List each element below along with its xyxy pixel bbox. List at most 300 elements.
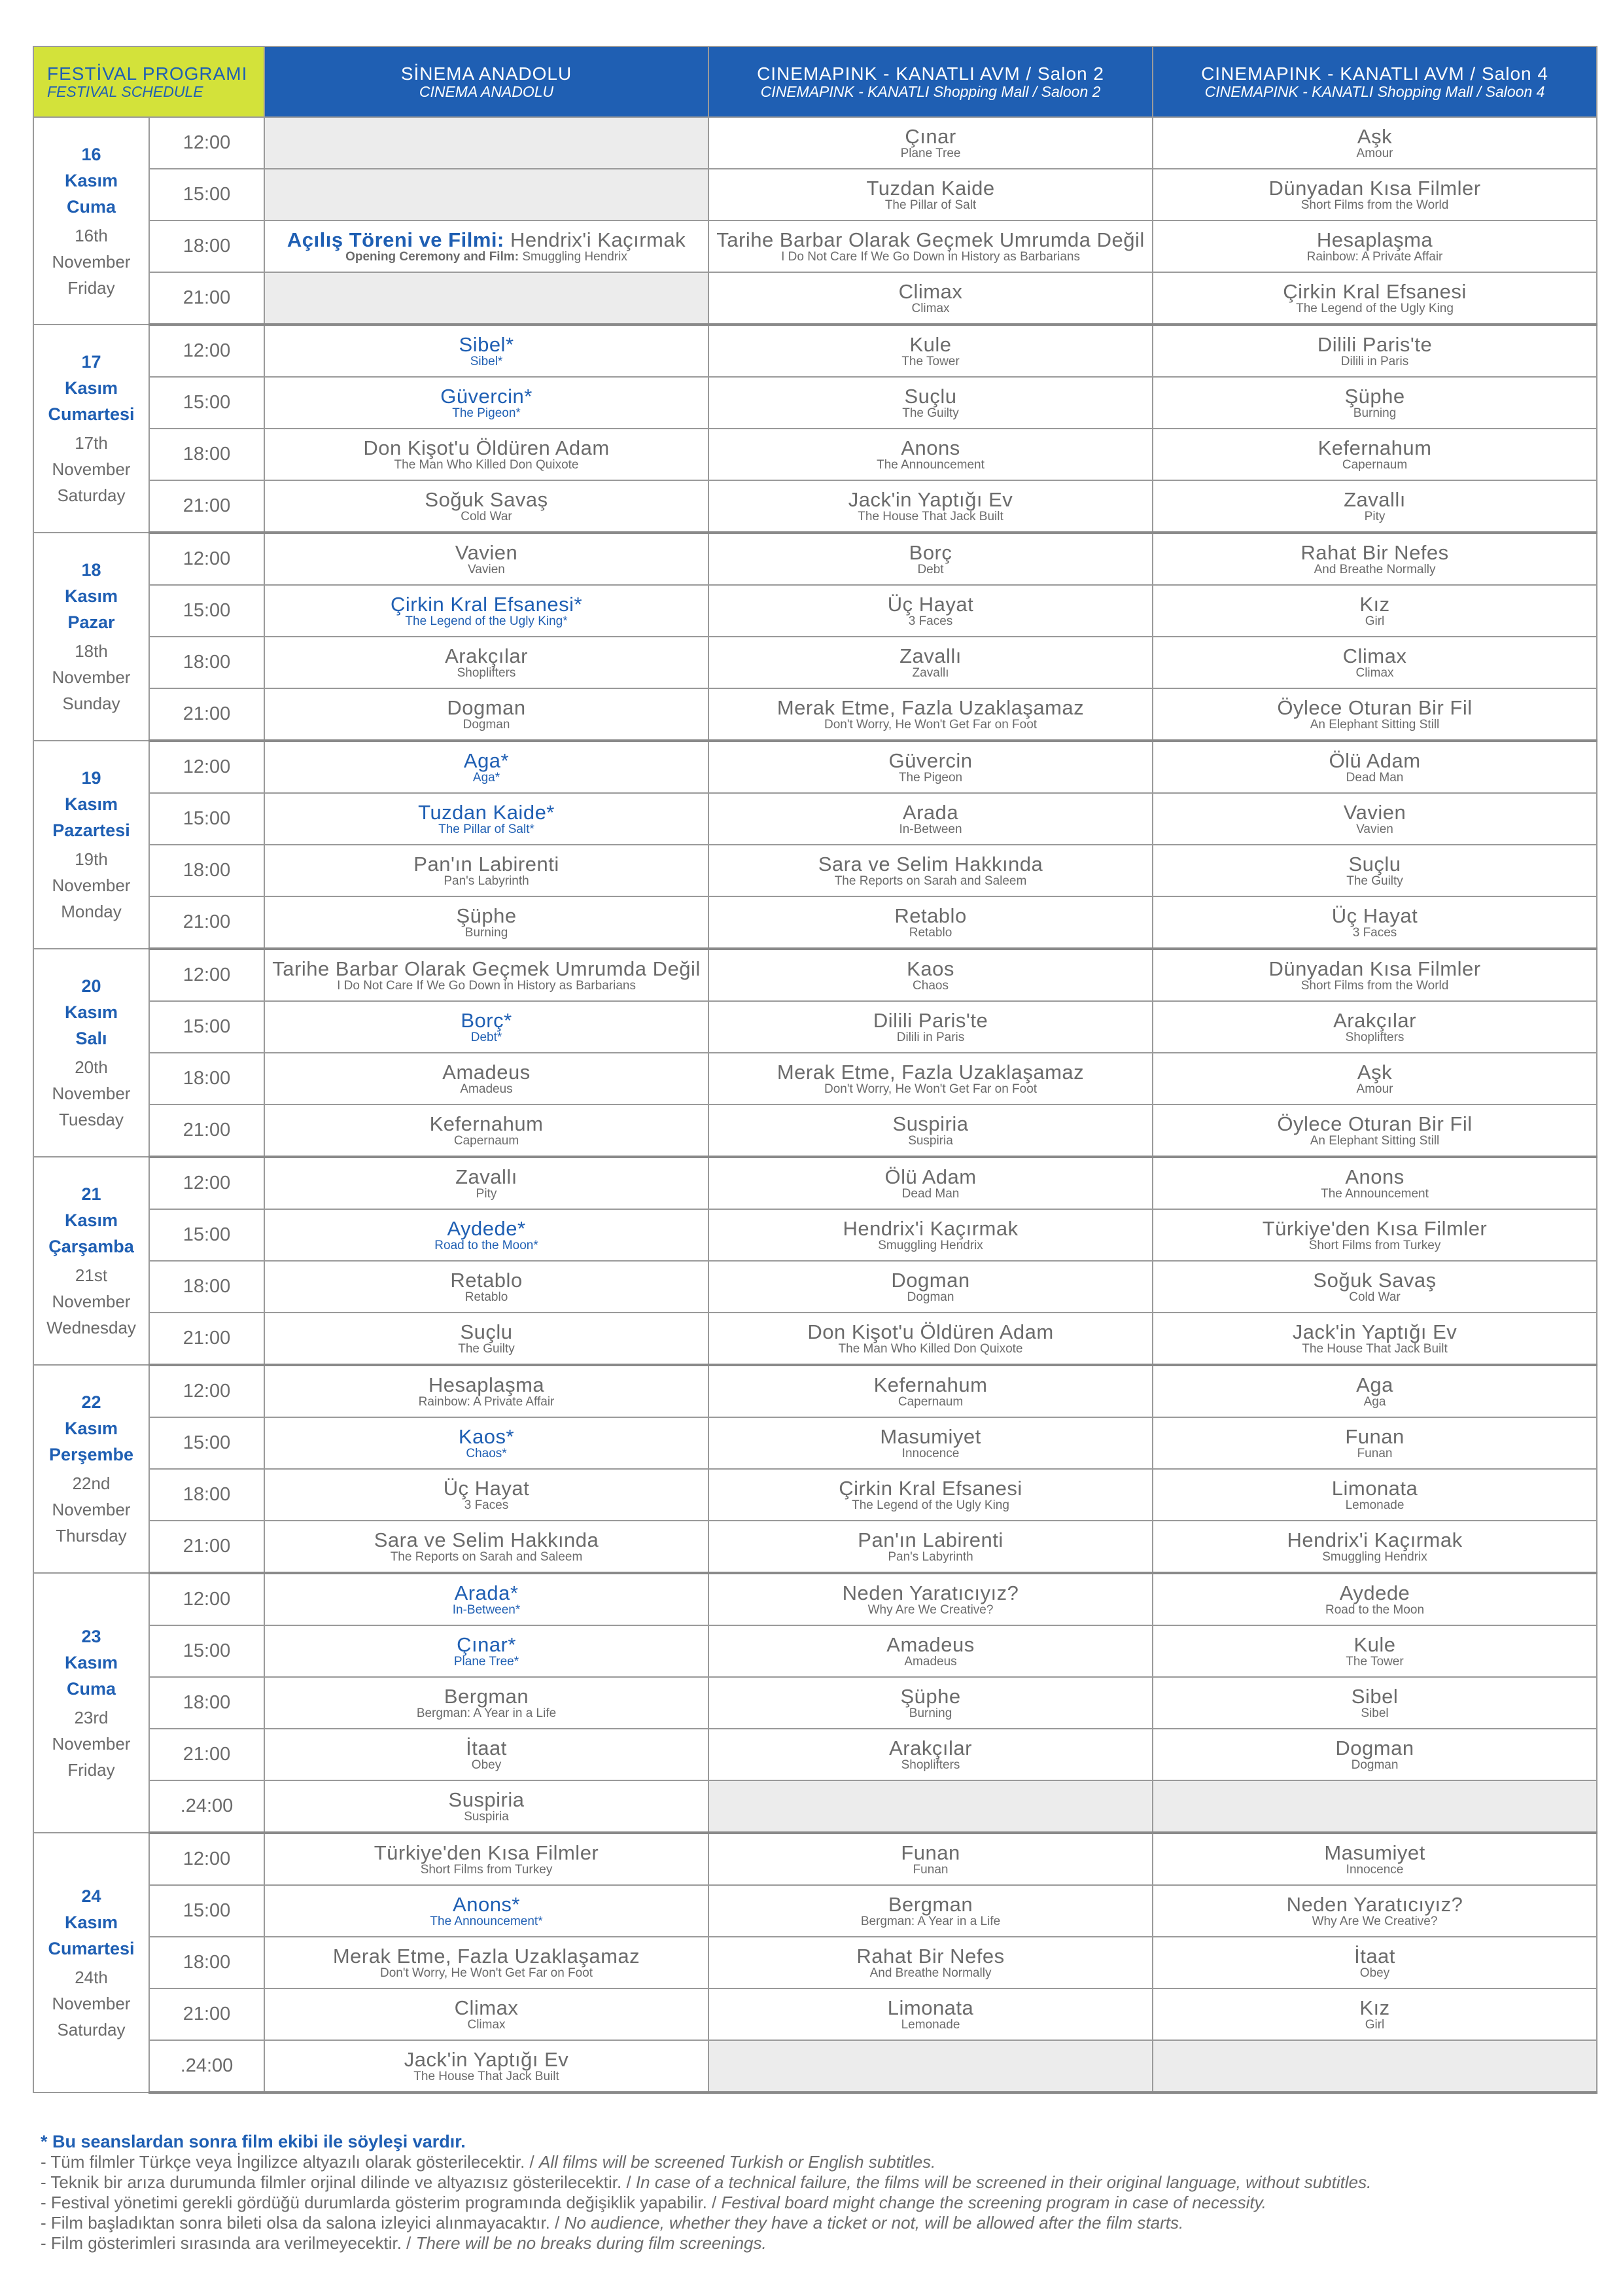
- film-title-en: [709, 459, 1152, 472]
- film-title-text: Arada*: [454, 1581, 519, 1604]
- film-title-tr: [265, 906, 708, 927]
- film-title-en-text: Road to the Moon*: [434, 1238, 538, 1252]
- schedule-row: [33, 1677, 1597, 1729]
- film-title-en: [1153, 302, 1596, 315]
- film-title-en: [1153, 2019, 1596, 2032]
- film-title-tr: [265, 1894, 708, 1915]
- film-title-en: [265, 875, 708, 888]
- screening-sinema-anadolu: [264, 1053, 708, 1104]
- film-title-text: Vavien: [455, 540, 518, 564]
- film-title-tr: [709, 1114, 1152, 1135]
- screening-salon-4: [1153, 533, 1597, 585]
- film-title-en: [1153, 407, 1596, 420]
- film-title-en: [1153, 980, 1596, 993]
- film-title-text: Rahat Bir Nefes: [1300, 540, 1449, 564]
- film-title-tr: [1153, 230, 1596, 251]
- schedule-row: [33, 741, 1597, 793]
- film-title-tr: [265, 1738, 708, 1759]
- film-title-tr: [1153, 1010, 1596, 1031]
- screening-sinema-anadolu: [264, 1261, 708, 1313]
- film-title-en: [1153, 927, 1596, 940]
- film-title-text: Jack'in Yaptığı Ev: [404, 2047, 569, 2071]
- time-cell: 21:00: [149, 1104, 264, 1157]
- film-title-text: Merak Etme, Fazla Uzaklaşamaz: [332, 1944, 640, 1968]
- screening-sinema-anadolu: [264, 896, 708, 949]
- day-weekday-en: Saturday: [57, 2019, 126, 2040]
- screening-salon-4: [1153, 117, 1597, 169]
- film-title-tr: [265, 751, 708, 771]
- screening-salon-4: [1153, 429, 1597, 480]
- time-cell: 15:00: [149, 377, 264, 429]
- film-title-text: Retablo: [450, 1268, 523, 1292]
- film-title-text: Arada: [902, 800, 959, 824]
- film-title-text: Hendrix'i Kaçırmak: [510, 228, 686, 251]
- time-cell: 12:00: [149, 1365, 264, 1417]
- schedule-wrapper: [33, 46, 1597, 2094]
- film-title-en-text: 3 Faces: [464, 1498, 509, 1512]
- film-title-text: Güvercin*: [440, 384, 532, 408]
- film-title-tr: [709, 1167, 1152, 1188]
- day-month-en: November: [52, 459, 131, 479]
- day-weekday: Perşembe: [48, 1445, 134, 1464]
- film-title-text: Kule: [1353, 1633, 1396, 1656]
- film-title-tr: [265, 1998, 708, 2019]
- film-title-tr: [1153, 698, 1596, 718]
- film-title-text: Limonata: [887, 1996, 974, 2019]
- film-title-tr: [1153, 1738, 1596, 1759]
- screening-sinema-anadolu: [264, 1833, 708, 1885]
- film-title-en-text: Smuggling Hendrix: [1322, 1549, 1427, 1564]
- empty-slot-sinema-anadolu: [264, 117, 708, 169]
- screening-sinema-anadolu: [264, 221, 708, 272]
- film-title-tr: [709, 1894, 1152, 1915]
- day-number: 17: [81, 352, 101, 372]
- film-title-text: Suçlu: [1348, 852, 1401, 875]
- screening-salon-2: [708, 1885, 1153, 1937]
- day-cell: [33, 1157, 149, 1365]
- film-title-tr: [709, 126, 1152, 147]
- screening-sinema-anadolu: [264, 1313, 708, 1365]
- screening-salon-4: [1153, 1261, 1597, 1313]
- screening-sinema-anadolu: [264, 429, 708, 480]
- time-cell: 12:00: [149, 1573, 264, 1625]
- film-title-tr: [709, 1322, 1152, 1343]
- screening-salon-2: [708, 1209, 1153, 1261]
- film-title-text: Kefernahum: [873, 1373, 988, 1396]
- film-title-text: Hendrix'i Kaçırmak: [843, 1216, 1019, 1240]
- screening-salon-2: [708, 1001, 1153, 1053]
- film-title-tr: [265, 802, 708, 823]
- day-month-en: November: [52, 1733, 131, 1754]
- day-month-en: November: [52, 251, 131, 272]
- film-title-tr: [709, 959, 1152, 980]
- film-title-en: [709, 510, 1152, 523]
- film-title-en: [1153, 823, 1596, 836]
- film-title-en-text: Vavien: [1356, 822, 1393, 836]
- schedule-row: [33, 1469, 1597, 1521]
- film-title-en-text: Don't Worry, He Won't Get Far on Foot: [824, 1082, 1038, 1096]
- day-number-en: 24th: [75, 1967, 108, 1987]
- film-title-text: Kız: [1359, 1996, 1390, 2019]
- schedule-row: [33, 637, 1597, 688]
- screening-salon-2: [708, 480, 1153, 533]
- screening-salon-2: [708, 1937, 1153, 1988]
- screening-sinema-anadolu: [264, 1573, 708, 1625]
- film-title-en-text: Don't Worry, He Won't Get Far on Foot: [824, 717, 1038, 732]
- film-title-en-text: Suspiria: [908, 1133, 953, 1148]
- film-title-text: Aga: [1356, 1373, 1393, 1396]
- day-month-en: November: [52, 1500, 131, 1519]
- film-title-en-text: Plane Tree*: [453, 1654, 519, 1669]
- note-line: [41, 2213, 1597, 2233]
- film-title-tr: [265, 2049, 708, 2070]
- day-number: 22: [81, 1392, 101, 1412]
- film-title-en: [265, 927, 708, 940]
- schedule-row: [33, 1521, 1597, 1573]
- film-title-text: Aydede: [1339, 1581, 1410, 1604]
- film-title-text: Kefernahum: [1318, 436, 1432, 459]
- note-text-en: All films will be screened Turkish or English subtitles.: [538, 2152, 936, 2172]
- film-title-text: Anons: [901, 436, 960, 459]
- film-title-tr: [265, 1946, 708, 1967]
- day-number-en: 18th: [75, 641, 108, 661]
- film-title-tr: [1153, 1062, 1596, 1083]
- note-text-tr: - Tüm filmler Türkçe veya İngilizce altyazılı olarak gösterilecektir. /: [41, 2152, 534, 2172]
- film-title-text: Sibel*: [459, 332, 514, 356]
- film-title-en: [1153, 1915, 1596, 1928]
- film-title-en: [709, 1759, 1152, 1772]
- schedule-row: [33, 1988, 1597, 2040]
- screening-sinema-anadolu: [264, 1521, 708, 1573]
- film-title-en: [265, 1915, 708, 1928]
- film-title-en: [1153, 1759, 1596, 1772]
- day-weekday: Çarşamba: [48, 1237, 134, 1256]
- film-title-en-text: Short Films from the World: [1300, 978, 1449, 993]
- day-number: 20: [81, 976, 101, 996]
- screening-sinema-anadolu: [264, 1365, 708, 1417]
- film-title-text: Suçlu: [460, 1320, 513, 1343]
- screening-salon-2: [708, 637, 1153, 688]
- film-title-en-text: Shoplifters: [457, 665, 516, 680]
- film-title-en: [709, 823, 1152, 836]
- film-title-text: Şüphe: [456, 904, 517, 927]
- film-title-tr: [265, 1634, 708, 1655]
- screening-salon-4: [1153, 1157, 1597, 1209]
- day-month-en: November: [52, 1292, 131, 1311]
- footnotes: [41, 2132, 1597, 2253]
- film-title-tr: [1153, 1946, 1596, 1967]
- film-title-en-text: The House That Jack Built: [413, 2069, 559, 2083]
- note-line: [41, 2233, 1597, 2253]
- film-title-en: [709, 1967, 1152, 1980]
- festival-schedule-subtitle: FESTIVAL SCHEDULE: [47, 83, 203, 100]
- venue-name-en: CINEMA ANADOLU: [419, 83, 554, 100]
- film-title-en: [265, 1083, 708, 1096]
- film-title-text: Amadeus: [442, 1060, 531, 1084]
- day-month: Kasım: [64, 1652, 118, 1672]
- film-title-en: [265, 2070, 708, 2083]
- day-number-en: 22nd: [72, 1474, 111, 1493]
- note-text-en: No audience, whether they have a ticket or not, will be allowed after the film starts.: [564, 2213, 1184, 2233]
- film-title-text: Suçlu: [904, 384, 957, 408]
- film-title-en-text: Chaos*: [466, 1446, 507, 1460]
- film-title-text: Suspiria: [892, 1112, 969, 1135]
- screening-sinema-anadolu: [264, 637, 708, 688]
- time-cell: 15:00: [149, 1209, 264, 1261]
- film-title-tr: [1153, 1894, 1596, 1915]
- note-text-en: Festival board might change the screening program in case of necessity.: [721, 2193, 1266, 2212]
- film-title-text: Tuzdan Kaide*: [418, 800, 555, 824]
- film-title-en: [265, 2019, 708, 2032]
- day-cell: [33, 1365, 149, 1573]
- film-title-en-text: The Reports on Sarah and Saleem: [390, 1549, 583, 1564]
- film-title-en: [709, 1551, 1152, 1564]
- film-title-tr: [709, 1530, 1152, 1551]
- screening-salon-2: [708, 1521, 1153, 1573]
- film-title-text: Neden Yaratıcıyız?: [1286, 1892, 1463, 1916]
- film-title-en: [1153, 510, 1596, 523]
- screening-salon-4: [1153, 896, 1597, 949]
- venue-name: CINEMAPINK - KANATLI AVM / Salon 2: [757, 63, 1104, 84]
- schedule-row: [33, 221, 1597, 272]
- film-title-tr: [265, 1426, 708, 1447]
- schedule-row: [33, 325, 1597, 377]
- venue-header-cinemapink-salon-2: [708, 46, 1153, 117]
- film-title-tr: [709, 178, 1152, 199]
- film-title-text: Jack'in Yaptığı Ev: [848, 487, 1013, 511]
- screening-sinema-anadolu: [264, 1729, 708, 1780]
- screening-salon-4: [1153, 1885, 1597, 1937]
- film-title-en-text: Sibel*: [470, 354, 503, 368]
- screening-salon-2: [708, 1729, 1153, 1780]
- film-title-en: [265, 1759, 708, 1772]
- film-title-en-text: Retablo: [464, 1290, 508, 1304]
- film-title-en-text: An Elephant Sitting Still: [1310, 1133, 1440, 1148]
- film-title-tr: [1153, 594, 1596, 615]
- film-title-tr: [709, 1998, 1152, 2019]
- film-title-en-text: Innocence: [1346, 1862, 1404, 1877]
- screening-salon-4: [1153, 637, 1597, 688]
- screening-sinema-anadolu: [264, 1988, 708, 2040]
- film-title-tr: [1153, 438, 1596, 459]
- time-cell: 18:00: [149, 221, 264, 272]
- time-cell: 18:00: [149, 1677, 264, 1729]
- film-title-en-text: Amour: [1356, 146, 1393, 160]
- film-title-text: Üç Hayat: [1331, 904, 1418, 927]
- film-title-text: Arakçılar: [445, 644, 528, 667]
- film-title-text: İtaat: [466, 1736, 507, 1759]
- screening-salon-4: [1153, 1365, 1597, 1417]
- film-title-text: Jack'in Yaptığı Ev: [1292, 1320, 1457, 1343]
- time-cell: 21:00: [149, 1988, 264, 2040]
- screening-sinema-anadolu: [264, 1209, 708, 1261]
- film-title-en-text: Amadeus: [904, 1654, 957, 1669]
- film-title-en-text: Obey: [471, 1757, 502, 1772]
- schedule-row: [33, 585, 1597, 637]
- film-title-text: Suspiria: [448, 1788, 525, 1811]
- day-number: 24: [81, 1886, 101, 1906]
- note-line: [41, 2172, 1597, 2193]
- film-title-en-text: Dogman: [1351, 1757, 1399, 1772]
- film-title-en-text: Capernaum: [898, 1394, 964, 1409]
- schedule-row: [33, 429, 1597, 480]
- film-title-tr: [1153, 1218, 1596, 1239]
- film-title-en: [709, 1291, 1152, 1304]
- screening-salon-4: [1153, 325, 1597, 377]
- day-weekday-en: Tuesday: [59, 1110, 124, 1129]
- film-title-tr: [1153, 646, 1596, 667]
- screening-salon-4: [1153, 1313, 1597, 1365]
- film-title-tr: [1153, 1686, 1596, 1707]
- film-title-text: Climax: [898, 279, 963, 303]
- schedule-row: [33, 1157, 1597, 1209]
- screening-sinema-anadolu: [264, 949, 708, 1001]
- film-title-en: [709, 199, 1152, 212]
- film-title-en-text: Dogman: [907, 1290, 954, 1304]
- film-title-en: [1153, 199, 1596, 212]
- film-title-en-text: The Man Who Killed Don Quixote: [838, 1341, 1023, 1356]
- film-title-en-text: The Man Who Killed Don Quixote: [394, 457, 579, 472]
- time-cell: 21:00: [149, 272, 264, 325]
- film-title-en: [709, 1655, 1152, 1669]
- empty-slot-salon-2: [708, 2040, 1153, 2093]
- day-weekday: Cuma: [66, 196, 116, 217]
- film-title-en: [709, 407, 1152, 420]
- time-cell: 12:00: [149, 325, 264, 377]
- film-title-text: Çirkin Kral Efsanesi: [1283, 279, 1467, 303]
- film-title-tr: [709, 698, 1152, 718]
- day-weekday: Cuma: [66, 1678, 116, 1699]
- film-title-en-text: The Guilty: [1346, 874, 1403, 888]
- film-title-tr: [1153, 1998, 1596, 2019]
- film-title-en-text: Zavallı: [912, 665, 949, 680]
- schedule-row: [33, 1313, 1597, 1365]
- day-number-en: 21st: [75, 1265, 108, 1285]
- day-month-en: November: [52, 875, 131, 895]
- film-title-en-text: Lemonade: [1345, 1498, 1405, 1512]
- film-title-en: [709, 1135, 1152, 1148]
- film-title-tr: [1153, 489, 1596, 510]
- film-title-text: Don Kişot'u Öldüren Adam: [363, 436, 610, 459]
- film-title-text: Ölü Adam: [1329, 749, 1421, 772]
- screening-salon-4: [1153, 480, 1597, 533]
- screening-salon-2: [708, 1261, 1153, 1313]
- film-title-en: [709, 1031, 1152, 1044]
- film-title-text: Bergman: [888, 1892, 973, 1916]
- day-month: Kasım: [64, 794, 118, 814]
- film-title-en-text: Climax: [1355, 665, 1394, 680]
- schedule-row: [33, 1885, 1597, 1937]
- film-title-text: Anons: [1345, 1165, 1405, 1188]
- note-text-en: In case of a technical failure, the films will be screened in their original language, without subtitles.: [635, 2172, 1372, 2192]
- day-number: 19: [81, 768, 101, 788]
- film-title-en: [709, 563, 1152, 576]
- schedule-row: [33, 2040, 1597, 2093]
- film-title-en: [1153, 1239, 1596, 1252]
- film-title-text: Dogman: [891, 1268, 970, 1292]
- film-title-tr: [1153, 959, 1596, 980]
- film-title-text: Hendrix'i Kaçırmak: [1287, 1528, 1463, 1551]
- film-title-en-text: The Pigeon: [898, 770, 963, 785]
- film-title-en-text: Aga: [1363, 1394, 1386, 1409]
- screening-salon-4: [1153, 585, 1597, 637]
- screening-salon-2: [708, 1157, 1153, 1209]
- day-weekday-en: Sunday: [62, 694, 120, 713]
- festival-schedule-table: [33, 46, 1597, 2094]
- note-text-en: There will be no breaks during film screenings.: [415, 2233, 767, 2253]
- note-text-tr: - Teknik bir arıza durumunda filmler orjinal dilinde ve altyazısız gösterilecektir. /: [41, 2172, 631, 2192]
- day-month: Kasım: [64, 1210, 118, 1230]
- film-title-text: Climax: [1342, 644, 1407, 667]
- film-title-tr: [709, 1010, 1152, 1031]
- screening-sinema-anadolu: [264, 1157, 708, 1209]
- film-title-tr: [709, 854, 1152, 875]
- film-title-tr: [709, 489, 1152, 510]
- schedule-row: [33, 949, 1597, 1001]
- film-title-en-text: 3 Faces: [1352, 925, 1397, 940]
- time-cell: 15:00: [149, 793, 264, 845]
- film-title-tr: [709, 438, 1152, 459]
- film-title-en: [1153, 1707, 1596, 1720]
- festival-program-title: FESTİVAL PROGRAMI: [47, 63, 248, 84]
- film-title-en-text: Girl: [1365, 2017, 1385, 2032]
- screening-salon-4: [1153, 845, 1597, 896]
- film-title-en-text: Suspiria: [464, 1809, 509, 1824]
- film-title-en-text: Sibel: [1361, 1706, 1389, 1720]
- film-title-text: Çirkin Kral Efsanesi*: [390, 592, 583, 616]
- screening-salon-4: [1153, 1469, 1597, 1521]
- film-title-text: Kız: [1359, 592, 1390, 616]
- film-title-tr: [1153, 1322, 1596, 1343]
- film-title-en-text: Vavien: [468, 562, 505, 576]
- film-title-tr: [709, 594, 1152, 615]
- day-cell: [33, 117, 149, 325]
- film-title-en: [265, 1707, 708, 1720]
- time-cell: 12:00: [149, 1157, 264, 1209]
- day-month-en: November: [52, 667, 131, 687]
- schedule-body: [33, 117, 1597, 2093]
- film-title-tr: [709, 542, 1152, 563]
- film-title-en: [265, 1810, 708, 1824]
- film-title-en-text: Debt*: [470, 1030, 502, 1044]
- screening-salon-2: [708, 429, 1153, 480]
- empty-slot-salon-2: [708, 1780, 1153, 1833]
- film-title-en: [1153, 1343, 1596, 1356]
- screening-salon-2: [708, 169, 1153, 221]
- q-and-a-note: * Bu seanslardan sonra film ekibi ile söyleşi vardır.: [41, 2132, 466, 2151]
- film-title-tr: [265, 334, 708, 355]
- screening-salon-2: [708, 688, 1153, 741]
- film-title-en-text: Pan's Labyrinth: [888, 1549, 973, 1564]
- film-title-en: [265, 1604, 708, 1617]
- day-weekday: Pazar: [67, 612, 115, 632]
- opening-label: Açılış Töreni ve Filmi:: [287, 228, 504, 251]
- film-title-text: Öylece Oturan Bir Fil: [1277, 1112, 1473, 1135]
- film-title-en: [265, 718, 708, 732]
- day-month-en: November: [52, 1084, 131, 1103]
- film-title-en: [709, 771, 1152, 785]
- film-title-en-text: Short Films from Turkey: [420, 1862, 553, 1877]
- film-title-text: Ölü Adam: [884, 1165, 977, 1188]
- note-line: [41, 2152, 1597, 2172]
- film-title-text: Üç Hayat: [887, 592, 974, 616]
- film-title-tr: [709, 802, 1152, 823]
- screening-salon-4: [1153, 1209, 1597, 1261]
- screening-salon-4: [1153, 1417, 1597, 1469]
- film-title-en-text: Dead Man: [1346, 770, 1404, 785]
- screening-sinema-anadolu: [264, 1677, 708, 1729]
- film-title-en-text: Debt: [917, 562, 944, 576]
